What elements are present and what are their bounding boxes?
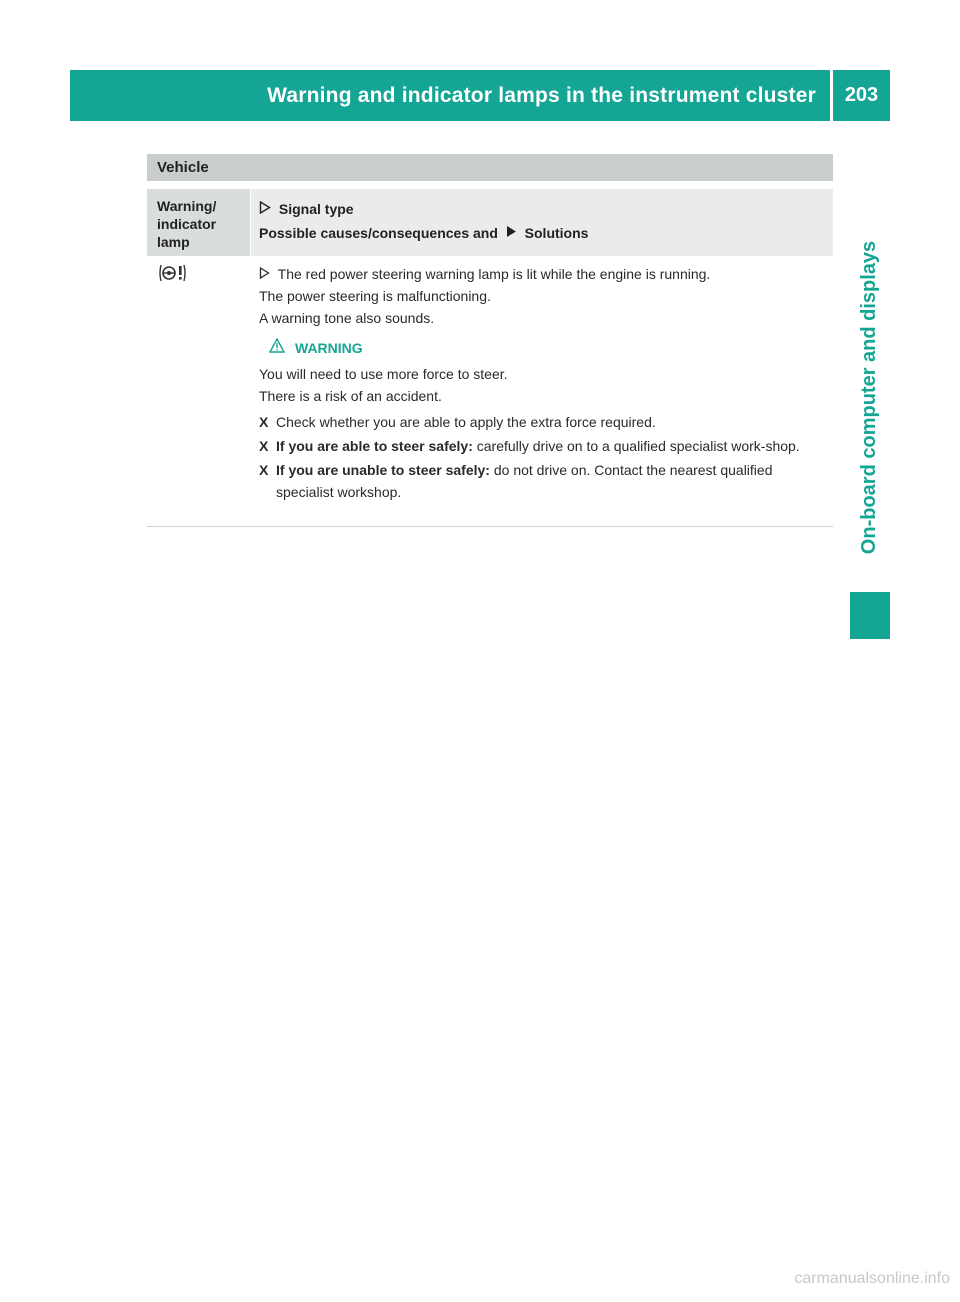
- warning-label: WARNING: [295, 340, 363, 356]
- bullet-bold: If you are able to steer safely:: [276, 438, 473, 454]
- bullet-text: Check whether you are able to apply the extra force required.: [276, 414, 656, 430]
- bullet-bold: If you are unable to steer safely:: [276, 462, 490, 478]
- causes-label: Possible causes/consequences and: [259, 225, 498, 241]
- triangle-solid-icon: [506, 221, 517, 245]
- table-header-description: [251, 189, 833, 256]
- page-number: 203: [844, 84, 879, 106]
- power-steering-warning-icon: [158, 263, 186, 283]
- watermark: carmanualsonline.info: [794, 1270, 950, 1287]
- section-title-bar: [147, 154, 833, 181]
- solutions-label: Solutions: [524, 225, 589, 241]
- warning-triangle-icon: [269, 337, 295, 359]
- table-header-lamp: [147, 189, 250, 256]
- bullet-text: do not drive on. Contact the nearest qualified specialist workshop.: [276, 462, 773, 500]
- triangle-outline-icon: [259, 197, 271, 221]
- side-tab-label: On-board computer and displays: [858, 240, 881, 554]
- warning-heading: [259, 337, 831, 359]
- causes-solutions-line: [259, 221, 825, 245]
- side-tab: [850, 208, 890, 586]
- triangle-outline-icon: [259, 263, 270, 285]
- signal-type-label: Signal type: [278, 201, 354, 217]
- row-description: [259, 263, 831, 503]
- bullet-text: carefully drive on to a qualified specialist work-shop.: [472, 438, 800, 454]
- signal-text: The red power steering warning lamp is lit while the engine is running.: [277, 266, 711, 282]
- signal-type-line: [259, 197, 825, 221]
- header-band: [70, 70, 830, 121]
- bullet-x-icon: X: [259, 414, 269, 430]
- list-item: [259, 435, 831, 457]
- page-number-box: [833, 70, 890, 121]
- cause-text: The power steering is malfunctioning.: [259, 288, 491, 304]
- warning-text-2: There is a risk of an accident.: [259, 388, 442, 404]
- signal-line: [259, 263, 831, 285]
- section-title: Vehicle: [157, 159, 209, 176]
- table-header-lamp-label: Warning/ indicator lamp: [157, 198, 217, 250]
- table-bottom-rule: [147, 526, 833, 527]
- list-item: [259, 459, 831, 503]
- warning-text-1: You will need to use more force to steer.: [259, 366, 508, 382]
- side-tab-marker: [850, 592, 890, 639]
- bullet-x-icon: X: [259, 462, 269, 478]
- page-header-title: Warning and indicator lamps in the instrument cluster: [267, 83, 816, 107]
- bullet-x-icon: X: [259, 438, 269, 454]
- tone-text: A warning tone also sounds.: [259, 310, 435, 326]
- list-item: [259, 411, 831, 433]
